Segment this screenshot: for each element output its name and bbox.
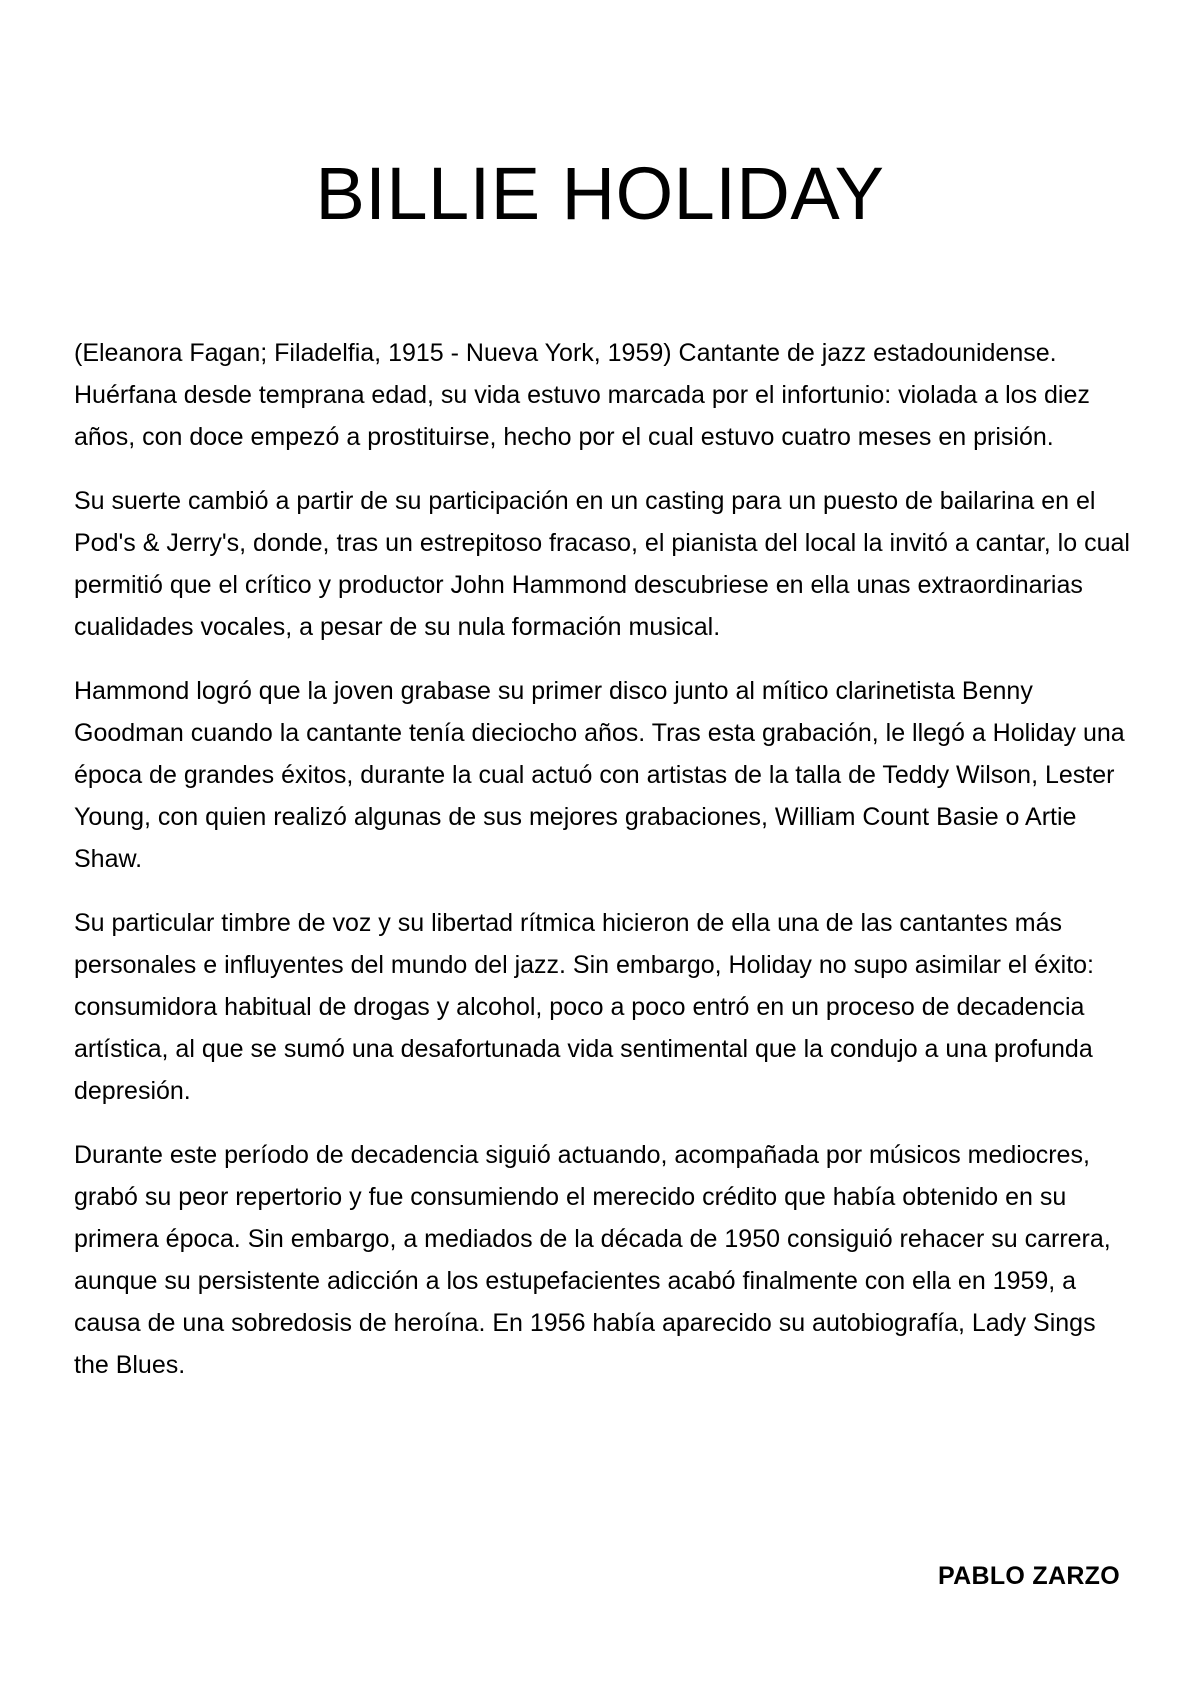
document-title: BILLIE HOLIDAY	[315, 152, 885, 235]
paragraph-3: Hammond logró que la joven grabase su primer disco junto al mítico clarinetista Benny Goodman cuando la cantante tenía dieciocho años. Tras esta grabación, le llegó a Holiday una época de grandes éxitos, durante la cual actuó con artistas de la talla de Teddy Wilson, Lester Young, con quien realizó algunas de sus mejores grabaciones, William Count Basie o Artie Shaw.	[74, 677, 1125, 873]
author-signature: PABLO ZARZO	[938, 1562, 1120, 1590]
document-body	[74, 332, 1134, 1408]
paragraph-2: Su suerte cambió a partir de su participación en un casting para un puesto de bailarina en el Pod's & Jerry's, donde, tras un estrepitoso fracaso, el pianista del local la invitó a cantar, lo cual permitió que el crítico y productor John Hammond descubriese en ella unas extraordinarias cualidades vocales, a pesar de su nula formación musical.	[74, 487, 1130, 641]
paragraph-1: (Eleanora Fagan; Filadelfia, 1915 - Nueva York, 1959) Cantante de jazz estadounidense. Huérfana desde temprana edad, su vida estuvo marcada por el infortunio: violada a los diez años, con doce empezó a prostituirse, hecho por el cual estuvo cuatro meses en prisión.	[74, 339, 1090, 451]
paragraph-5: Durante este período de decadencia siguió actuando, acompañada por músicos mediocres, grabó su peor repertorio y fue consumiendo el merecido crédito que había obtenido en su primera época. Sin embargo, a mediados de la década de 1950 consiguió rehacer su carrera, aunque su persistente adicción a los estupefacientes acabó finalmente con ella en 1959, a causa de una sobredosis de heroína. En 1956 había aparecido su autobiografía, Lady Sings the Blues.	[74, 1141, 1111, 1379]
paragraph-4: Su particular timbre de voz y su libertad rítmica hicieron de ella una de las cantantes más personales e influyentes del mundo del jazz. Sin embargo, Holiday no supo asimilar el éxito: consumidora habitual de drogas y alcohol, poco a poco entró en un proceso de decadencia artística, al que se sumó una desafortunada vida sentimental que la condujo a una profunda depresión.	[74, 909, 1095, 1105]
